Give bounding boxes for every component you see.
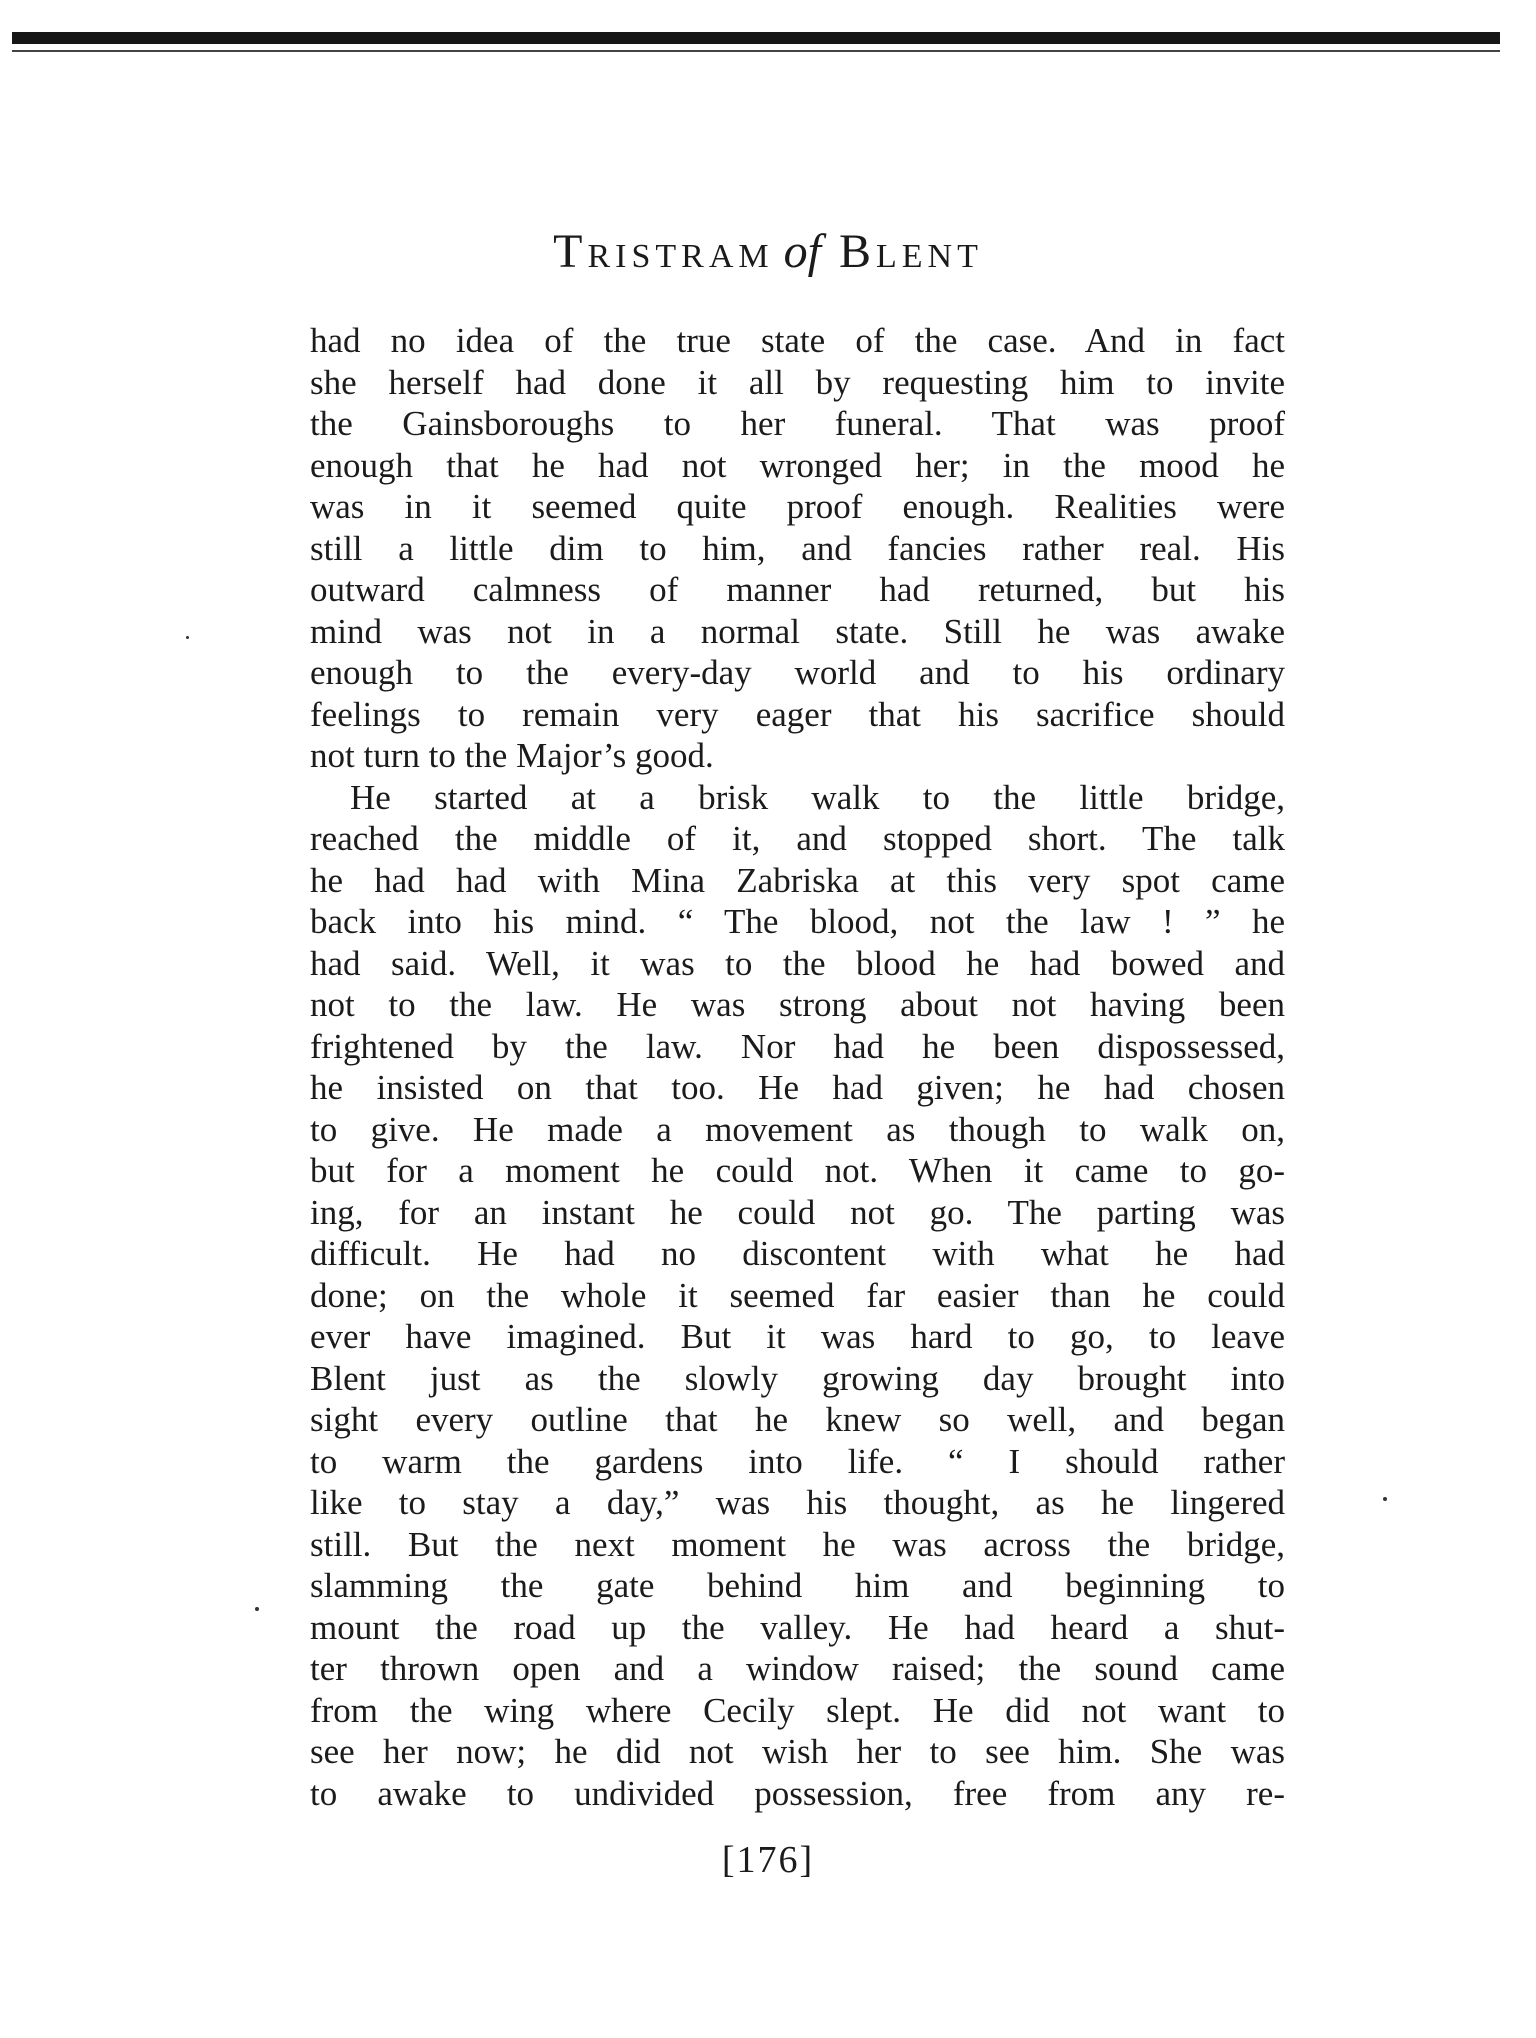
running-head-title: Tristram — [553, 225, 774, 278]
text-line: enough that he had not wronged her; in the mood he — [310, 445, 1285, 485]
text-line: ter thrown open and a window raised; the sound came — [310, 1649, 1285, 1688]
text-line: had no idea of the true state of the case. And in fact — [310, 321, 1285, 360]
text-line: frightened by the law. Nor had he been dispossessed, — [310, 1026, 1285, 1066]
text-line: ing, for an instant he could not go. The parting was — [310, 1192, 1285, 1232]
text-line: mind was not in a normal state. Still he was awake — [310, 611, 1285, 651]
text-line: not turn to the Major’s good. — [310, 736, 714, 775]
text-line: enough to the every-day world and to his ordinary — [310, 653, 1285, 692]
text-line: still. But the next moment he was across the bridge, — [310, 1524, 1285, 1564]
running-head-subtitle: Blent — [838, 225, 983, 278]
text-line: sight every outline that he knew so well, and began — [310, 1400, 1285, 1439]
text-line: ever have imagined. But it was hard to go, to leave — [310, 1317, 1285, 1356]
text-line: she herself had done it all by requesting him to invite — [310, 362, 1285, 402]
top-rule — [12, 32, 1500, 44]
text-line: to warm the gardens into life. “ I should rather — [310, 1441, 1285, 1481]
text-line: not to the law. He was strong about not having been — [310, 985, 1285, 1024]
text-line: he had had with Mina Zabriska at this very spot came — [310, 860, 1285, 900]
text-line: he insisted on that too. He had given; he had chosen — [310, 1068, 1285, 1107]
text-line: but for a moment he could not. When it came to go- — [310, 1151, 1285, 1190]
text-line: mount the road up the valley. He had heard a shut- — [310, 1607, 1285, 1647]
text-line: reached the middle of it, and stopped short. The talk — [310, 819, 1285, 858]
running-head-connector: of — [783, 225, 821, 278]
scan-speck — [255, 1607, 259, 1611]
page-number: [176] — [721, 1839, 815, 1881]
text-line: see her now; he did not wish her to see him. She was — [310, 1732, 1285, 1771]
running-head — [0, 225, 1536, 278]
paragraph-2 — [310, 777, 1285, 1815]
text-line: the Gainsboroughs to her funeral. That was proof — [310, 404, 1285, 443]
scan-speck — [1383, 1497, 1387, 1501]
body-text — [310, 320, 1285, 1814]
text-line: was in it seemed quite proof enough. Realities were — [310, 487, 1285, 526]
text-line: feelings to remain very eager that his sacrifice should — [310, 694, 1285, 734]
text-line: still a little dim to him, and fancies rather real. His — [310, 528, 1285, 568]
text-line: done; on the whole it seemed far easier than he could — [310, 1275, 1285, 1315]
paragraph-1 — [310, 320, 1285, 777]
text-line: Blent just as the slowly growing day brought into — [310, 1358, 1285, 1398]
text-line: from the wing where Cecily slept. He did not want to — [310, 1690, 1285, 1730]
text-line: to give. He made a movement as though to walk on, — [310, 1109, 1285, 1149]
text-line: like to stay a day,” was his thought, as he lingered — [310, 1483, 1285, 1522]
text-line: outward calmness of manner had returned, but his — [310, 570, 1285, 609]
text-line: had said. Well, it was to the blood he had bowed and — [310, 943, 1285, 983]
text-line: difficult. He had no discontent with what he had — [310, 1234, 1285, 1273]
scan-speck — [186, 636, 189, 639]
text-line: He started at a brisk walk to the little bridge, — [350, 777, 1285, 817]
text-line: back into his mind. “ The blood, not the law ! ” he — [310, 902, 1285, 941]
text-line: slamming the gate behind him and beginning to — [310, 1566, 1285, 1605]
text-line: to awake to undivided possession, free from any re- — [310, 1773, 1285, 1813]
top-rule-thin — [12, 50, 1500, 52]
